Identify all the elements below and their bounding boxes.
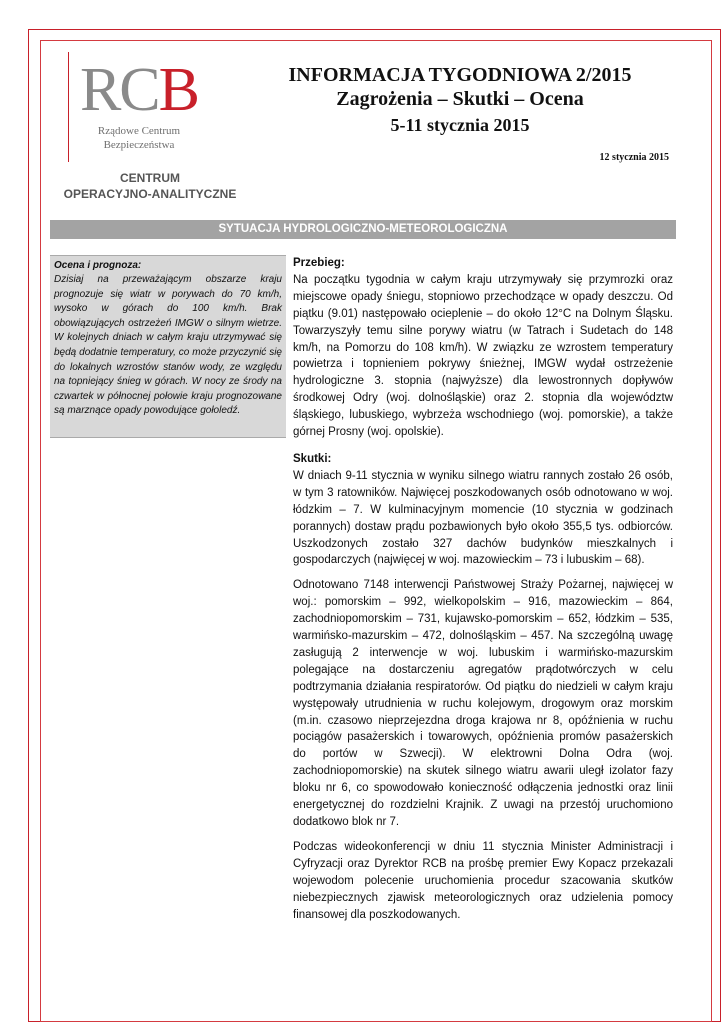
logo-divider [68, 52, 69, 162]
logo-line-1: Rządowe Centrum [97, 125, 181, 137]
document-title: INFORMACJA TYGODNIOWA 2/2015 [288, 64, 632, 86]
logo-letters-gray: RC [79, 56, 159, 124]
forecast-heading: Ocena i prognoza: [54, 260, 142, 271]
logo-letters [74, 56, 204, 124]
department-line-2: OPERACYJNO-ANALITYCZNE [63, 187, 237, 201]
document-period: 5-11 stycznia 2015 [390, 115, 530, 135]
przebieg-heading: Przebieg: [293, 257, 345, 269]
forecast-sidebar [50, 255, 286, 438]
skutki-paragraph-3: Podczas wideokonferencji w dniu 11 stycznia Minister Administracji i Cyfryzacji oraz Dyrektor RCB na prośbę premier Ewy Kopacz przekazali wojewodom polecenie uruchomienia procedur szacowania skutków niebezpiecznych zjawisk meteorologicznych oraz udzielenia pomocy finansowej dla poszkodowanych. [293, 840, 673, 921]
skutki-paragraph-2: Odnotowano 7148 interwencji Państwowej Straży Pożarnej, najwięcej w woj.: pomorskim – 992, wielkopolskim – 916, mazowieckim – 864, zachodniopomorskim – 731, kujawsko-pomorskim – 652, łódzkim – 535, warmińsko-mazurskim – 472, dolnośląskim – 457. Na szczególną uwagę zasługują 2 interwencje w woj. lubuskim i warmińsko-mazurskim polegające na dostarczeniu agregatów prądotwórczych w celu podtrzymania działania respiratorów. Od piątku do niedzieli w całym kraju występowały utrudnienia w ruchu kolejowym, drogowym oraz morskim (m.in. czasowo nieprzejezdna droga krajowa nr 8, opóźnienia w ruchu pociągów pasażerskich i towarowych, opóźnienia promów pasażerskich do portów w Szwecji). W elektrowni Dolna Odra (woj. zachodniopomorskie) na skutek silnego wiatru awarii uległ izolator fazy bloku nr 6, co spowodowało konieczność odłączenia jednostki oraz linii energetycznej do rozdzielni Krajnik. Z uwagi na przestój uruchomiono dodatkowo blok nr 7. [293, 579, 673, 828]
department-label [60, 170, 240, 202]
logo-letter-red: B [158, 56, 199, 124]
document-date: 12 stycznia 2015 [599, 152, 669, 163]
department-line-1: CENTRUM [120, 171, 180, 185]
rcb-logo [74, 56, 204, 152]
main-content [293, 255, 673, 923]
skutki-paragraph-1: W dniach 9-11 stycznia w wyniku silnego wiatru rannych zostało 26 osób, w tym 3 ratowników. Najwięcej poszkodowanych osób odnotowano w woj. łódzkim – 7. W kulminacyjnym momencie (10 stycznia w godzinach porannych) dostaw prądu pozbawionych było około 355,5 tys. odbiorców. Uszkodzonych zostało 327 dachów budynków mieszkalnych i gospodarczych (najwięcej w woj. mazowieckim – 73 i lubuskim – 68). [293, 469, 673, 567]
logo-subtitle [74, 124, 204, 152]
forecast-text: Dzisiaj na przeważającym obszarze kraju prognozuje się wiatr w porywach do 70 km/h, wysoko w górach do 100 km/h. Brak obowiązujących ostrzeżeń IMGW o silnym wietrze. W kolejnych dniach w całym kraju utrzymywać się będą dodatnie temperatury, co może przyczynić się do lokalnych wzrostów stanów wody, ze względu na topniejący śnieg w górach. W nocy ze środy na czwartek w północnej połowie kraju prognozowane są marznące opady powodujące gołoledź. [54, 274, 282, 417]
document-header [215, 63, 705, 137]
przebieg-paragraph: Na początku tygodnia w całym kraju utrzymywały się przymrozki oraz miejscowe opady śniegu, stopniowo przechodzące w opady deszczu. Od piątku (9.01) następowało ocieplenie – do około 12°C na Dolnym Śląsku. Towarzyszyły temu silne porywy wiatru (w Tatrach i Sudetach do 148 km/h, na Pomorzu do 108 km/h). W związku ze wzrostem temperatury powietrza i topnieniem pokrywy śnieżnej, IMGW wydał ostrzeżenie hydrologiczne 3. stopnia (najwyższe) dla lewostronnych dopływów środkowej Odry (woj. dolnośląskie) oraz 2. stopnia dla województw śląskiego, lubuskiego, wybrzeża wschodniego (woj. pomorskie), a także górnej Prosny (woj. opolskie). [293, 273, 673, 439]
logo-line-2: Bezpieczeństwa [103, 139, 175, 151]
section-title-bar: SYTUACJA HYDROLOGICZNO-METEOROLOGICZNA [50, 220, 676, 239]
skutki-heading: Skutki: [293, 452, 332, 465]
document-subtitle: Zagrożenia – Skutki – Ocena [336, 88, 584, 110]
